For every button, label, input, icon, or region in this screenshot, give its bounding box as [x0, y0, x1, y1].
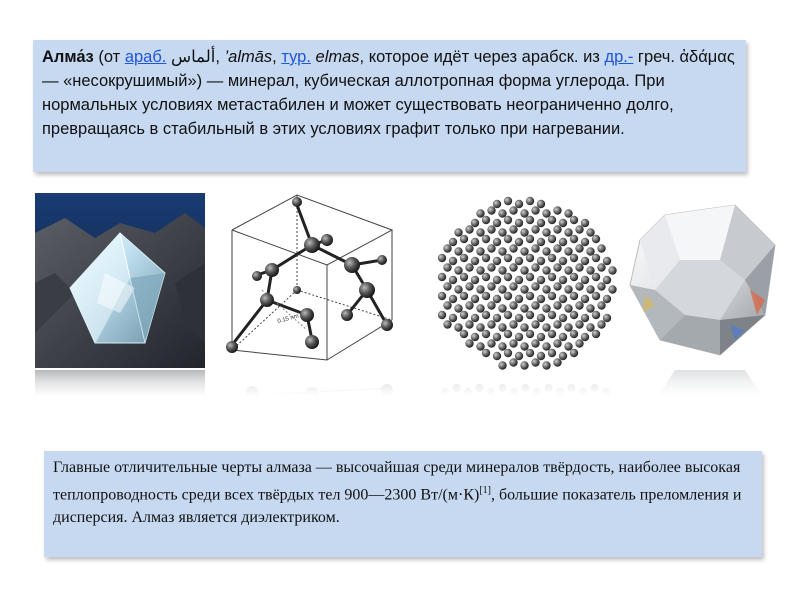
intro-text: греч. ἀδάμας — «несокрушимый») — минерал, кубическая аллотропная форма углерода. При нормальных условиях метастабилен и может существовать неограниченно долго, превращаясь в стабильный в этих условиях графит только при нагревании. — [42, 48, 735, 138]
lattice-atom — [553, 301, 561, 309]
lattice-atom — [493, 295, 501, 303]
lattice-atom — [482, 235, 490, 243]
lattice-atom — [471, 276, 479, 284]
lattice-atom — [443, 301, 451, 309]
lattice-atom — [482, 216, 490, 224]
lattice-atom — [542, 228, 550, 236]
intro-text: (от — [93, 48, 125, 66]
lattice-atom — [526, 197, 534, 205]
lattice-atom — [531, 358, 539, 366]
lattice-atom — [471, 219, 479, 227]
lattice-atom — [460, 330, 468, 338]
crystal-structure-image — [222, 190, 412, 370]
lattice-atom — [454, 323, 462, 331]
lattice-atom — [608, 285, 616, 293]
lattice-atom-reflection — [522, 384, 530, 392]
lattice-atom-reflection — [453, 384, 461, 392]
lattice-atom — [575, 225, 583, 233]
lattice-atom — [531, 282, 539, 290]
lattice-atom — [482, 254, 490, 262]
lattice-atom — [603, 295, 611, 303]
lattice-atom — [548, 349, 556, 357]
lattice-atom — [509, 225, 517, 233]
lattice-atom — [515, 200, 523, 208]
lattice-atom — [504, 216, 512, 224]
lattice-atom — [449, 257, 457, 265]
lattice-atom — [465, 339, 473, 347]
lattice-atom — [509, 320, 517, 328]
lattice-atom — [449, 314, 457, 322]
lattice-atom-reflection — [556, 388, 564, 396]
lattice-atom — [581, 295, 589, 303]
lattice-atom — [498, 342, 506, 350]
lattice-atom — [548, 235, 556, 243]
lattice-atom — [504, 311, 512, 319]
lattice-atom — [564, 209, 572, 217]
lattice-atom — [460, 273, 468, 281]
lattice-atom — [465, 320, 473, 328]
lattice-atom — [548, 273, 556, 281]
lattice-atom — [542, 209, 550, 217]
lattice-atom — [504, 292, 512, 300]
lattice-atom — [581, 257, 589, 265]
lattice-atom — [531, 206, 539, 214]
lattice-atom — [586, 266, 594, 274]
lattice-atom — [592, 330, 600, 338]
lattice-atom — [476, 209, 484, 217]
lattice-atom — [542, 323, 550, 331]
lattice-atom — [449, 276, 457, 284]
carbon-lattice-reflection — [430, 372, 620, 400]
lattice-atom-reflection — [510, 388, 518, 396]
lattice-atom — [520, 228, 528, 236]
lattice-atom — [493, 238, 501, 246]
lattice-atom — [443, 244, 451, 252]
rough-diamond-reflection — [35, 370, 205, 400]
intro-text: , — [272, 48, 282, 66]
lattice-atom — [575, 282, 583, 290]
translit: ’almās — [224, 48, 273, 66]
lattice-atom — [570, 330, 578, 338]
lattice-atom — [592, 311, 600, 319]
lattice-atom — [509, 282, 517, 290]
lattice-atom — [471, 257, 479, 265]
lattice-atom — [493, 276, 501, 284]
lattice-atom — [531, 320, 539, 328]
lattice-atom — [597, 320, 605, 328]
lattice-atom — [564, 323, 572, 331]
lattice-atom — [608, 266, 616, 274]
lattice-atom — [454, 247, 462, 255]
lattice-atom — [515, 219, 523, 227]
lattice-atom — [559, 295, 567, 303]
lattice-atom — [564, 228, 572, 236]
lattice-atom — [504, 235, 512, 243]
lattice-atom — [537, 276, 545, 284]
lattice-atom — [515, 295, 523, 303]
lattice-atom-reflection — [591, 384, 599, 392]
lattice-atom — [487, 225, 495, 233]
lattice-atom — [537, 333, 545, 341]
lattice-atom — [570, 254, 578, 262]
lattice-atom — [482, 311, 490, 319]
intro-text: , которое идёт через арабск. из — [359, 48, 605, 66]
lattice-atom — [476, 323, 484, 331]
lattice-atom — [537, 352, 545, 360]
lattice-atom-reflection — [441, 388, 449, 396]
lattice-atom — [559, 276, 567, 284]
lattice-atom — [537, 238, 545, 246]
lattice-atom — [471, 238, 479, 246]
lattice-atom-reflection — [545, 384, 553, 392]
lattice-atom — [526, 311, 534, 319]
lattice-atom — [526, 330, 534, 338]
lattice-atom — [454, 304, 462, 312]
lattice-atom — [493, 333, 501, 341]
lattice-atom — [460, 311, 468, 319]
lattice-atom — [493, 314, 501, 322]
lattice-atom-reflection — [602, 388, 610, 396]
lattice-atom — [487, 206, 495, 214]
lattice-atom — [476, 342, 484, 350]
lattice-atom — [603, 314, 611, 322]
lattice-atom — [553, 358, 561, 366]
lattice-atom — [575, 320, 583, 328]
lattice-atom — [460, 235, 468, 243]
lattice-atom — [553, 206, 561, 214]
lattice-atom — [542, 361, 550, 369]
lattice-atom — [465, 301, 473, 309]
tur-word: elmas — [315, 48, 360, 66]
lattice-atom — [553, 339, 561, 347]
cut-diamond-image — [625, 190, 780, 365]
lattice-atom — [531, 263, 539, 271]
lattice-atom — [548, 216, 556, 224]
lattice-atom — [443, 320, 451, 328]
lattice-atom — [597, 282, 605, 290]
lattice-atom — [465, 282, 473, 290]
summary-text-box — [44, 451, 762, 557]
lattice-atom — [581, 314, 589, 322]
lattice-atom — [553, 282, 561, 290]
lattice-atom — [553, 263, 561, 271]
lattice-atom — [487, 320, 495, 328]
lattice-atom — [548, 254, 556, 262]
lattice-atom — [471, 295, 479, 303]
lattice-atom-reflection — [579, 388, 587, 396]
lattice-atom — [597, 263, 605, 271]
summary-text: Главные отличительные черты алмаза — высочайшая среди минералов твёрдость, наиболее высокая теплопроводность среди всех твёрдых тел 900—2300 Вт/(м·К) — [53, 459, 741, 504]
lattice-atom — [531, 301, 539, 309]
lattice-atom-reflection — [568, 384, 576, 392]
lattice-atom — [476, 304, 484, 312]
lattice-atom — [454, 228, 462, 236]
lattice-atom — [586, 285, 594, 293]
carbon-lattice-image — [430, 195, 620, 370]
lattice-atom — [526, 235, 534, 243]
lattice-atom — [482, 292, 490, 300]
lattice-atom — [520, 247, 528, 255]
lattice-atom — [487, 244, 495, 252]
lattice-atom — [570, 292, 578, 300]
lattice-atom — [548, 311, 556, 319]
lattice-atom — [509, 206, 517, 214]
lattice-atom — [548, 292, 556, 300]
lattice-atom — [454, 266, 462, 274]
intro-text: , — [215, 48, 225, 66]
lattice-atom — [476, 285, 484, 293]
lattice-atom — [471, 333, 479, 341]
lattice-atom — [559, 352, 567, 360]
lattice-atom — [559, 314, 567, 322]
term: Алма́з — [42, 48, 94, 66]
bond-length-label: 0.15 nm — [276, 313, 300, 325]
lattice-atom — [487, 263, 495, 271]
lattice-atom — [498, 323, 506, 331]
lattice-atom — [537, 257, 545, 265]
lattice-atom — [537, 219, 545, 227]
lattice-atom — [509, 244, 517, 252]
link-tur[interactable]: тур. — [281, 48, 311, 66]
lattice-atom — [515, 352, 523, 360]
lattice-atom — [575, 339, 583, 347]
lattice-atom — [460, 254, 468, 262]
lattice-atom — [537, 295, 545, 303]
lattice-atom — [586, 247, 594, 255]
lattice-atom — [515, 333, 523, 341]
lattice-atom — [449, 295, 457, 303]
link-greek[interactable]: др.- — [604, 48, 634, 66]
lattice-atom — [553, 320, 561, 328]
lattice-atom — [493, 352, 501, 360]
lattice-atom — [575, 301, 583, 309]
lattice-atom — [597, 301, 605, 309]
lattice-atom-reflection — [464, 388, 472, 396]
lattice-atom — [520, 342, 528, 350]
lattice-atom — [520, 285, 528, 293]
lattice-atom — [438, 254, 446, 262]
lattice-atom — [504, 273, 512, 281]
lattice-atom — [509, 301, 517, 309]
lattice-atom — [460, 292, 468, 300]
lattice-atom — [498, 266, 506, 274]
lattice-atom — [520, 323, 528, 331]
lattice-atom — [537, 314, 545, 322]
lattice-atom — [471, 314, 479, 322]
lattice-atom-reflection — [533, 388, 541, 396]
lattice-atom — [559, 219, 567, 227]
rough-diamond-image — [35, 193, 205, 368]
lattice-atom — [531, 339, 539, 347]
lattice-atom — [449, 238, 457, 246]
lattice-atom — [564, 247, 572, 255]
lattice-atom — [597, 244, 605, 252]
lattice-atom — [526, 216, 534, 224]
lattice-atom — [586, 304, 594, 312]
lattice-atom — [476, 247, 484, 255]
lattice-atom — [559, 257, 567, 265]
lattice-atom — [515, 238, 523, 246]
lattice-atom — [564, 304, 572, 312]
lattice-atom — [526, 349, 534, 357]
lattice-atom — [564, 342, 572, 350]
lattice-atom — [465, 244, 473, 252]
lattice-atom — [482, 330, 490, 338]
lattice-atom — [498, 361, 506, 369]
lattice-atom — [542, 285, 550, 293]
cut-diamond-reflection — [625, 370, 780, 400]
crystal-structure-reflection — [222, 372, 412, 400]
lattice-atom — [504, 197, 512, 205]
lattice-atom — [592, 235, 600, 243]
lattice-atom — [564, 285, 572, 293]
lattice-atom — [537, 200, 545, 208]
lattice-atom — [454, 285, 462, 293]
intro-text-box — [33, 40, 746, 172]
lattice-atom — [476, 228, 484, 236]
lattice-atom — [542, 342, 550, 350]
lattice-atom — [531, 225, 539, 233]
lattice-atom — [564, 266, 572, 274]
lattice-atom-reflection — [487, 388, 495, 396]
lattice-atom — [520, 304, 528, 312]
lattice-atom — [581, 219, 589, 227]
lattice-atom — [559, 333, 567, 341]
lattice-atom — [586, 323, 594, 331]
lattice-atom — [570, 273, 578, 281]
lattice-atom — [498, 285, 506, 293]
lattice-atom — [438, 292, 446, 300]
lattice-atom — [526, 254, 534, 262]
lattice-atom — [603, 276, 611, 284]
lattice-atom-reflection — [499, 384, 507, 392]
lattice-atom — [553, 225, 561, 233]
lattice-atom — [570, 216, 578, 224]
lattice-atom — [559, 238, 567, 246]
lattice-atom — [498, 247, 506, 255]
lattice-atom — [465, 263, 473, 271]
lattice-atom — [542, 266, 550, 274]
lattice-atom — [498, 209, 506, 217]
lattice-atom — [575, 244, 583, 252]
summary-text-end: , большие показатель преломления и дисперсия. Алмаз является диэлектриком. — [53, 486, 742, 527]
lattice-atom — [509, 263, 517, 271]
lattice-atom — [570, 311, 578, 319]
lattice-atom — [443, 282, 451, 290]
lattice-atom — [570, 235, 578, 243]
lattice-atom — [542, 304, 550, 312]
lattice-atom — [592, 254, 600, 262]
lattice-atom — [570, 349, 578, 357]
lattice-atom — [520, 209, 528, 217]
lattice-atom — [482, 349, 490, 357]
lattice-atom — [526, 273, 534, 281]
lattice-atom — [520, 361, 528, 369]
lattice-atom — [509, 358, 517, 366]
lattice-atom — [493, 257, 501, 265]
lattice-atom — [487, 282, 495, 290]
lattice-atom — [515, 314, 523, 322]
lattice-atom — [504, 349, 512, 357]
lattice-atom — [515, 257, 523, 265]
lattice-atom — [586, 228, 594, 236]
lattice-atom — [493, 200, 501, 208]
lattice-atom — [443, 263, 451, 271]
lattice-atom — [531, 244, 539, 252]
lattice-atom — [542, 247, 550, 255]
lattice-atom — [515, 276, 523, 284]
lattice-atom — [581, 333, 589, 341]
lattice-atom — [526, 292, 534, 300]
lattice-atom — [504, 330, 512, 338]
lattice-atom — [581, 276, 589, 284]
lattice-atom — [592, 292, 600, 300]
lattice-atom — [575, 263, 583, 271]
arab-word: ألماس — [166, 48, 216, 66]
lattice-atom — [548, 330, 556, 338]
lattice-atom — [592, 273, 600, 281]
link-arab[interactable]: араб. — [124, 48, 167, 66]
lattice-atom — [509, 339, 517, 347]
lattice-atom — [603, 257, 611, 265]
lattice-atom — [498, 304, 506, 312]
lattice-atom — [438, 273, 446, 281]
lattice-atom — [476, 266, 484, 274]
lattice-atom — [553, 244, 561, 252]
lattice-atom — [520, 266, 528, 274]
lattice-atom — [581, 238, 589, 246]
lattice-atom — [482, 273, 490, 281]
lattice-atom — [493, 219, 501, 227]
lattice-atom — [498, 228, 506, 236]
lattice-atom — [465, 225, 473, 233]
lattice-atom — [487, 339, 495, 347]
lattice-atom — [487, 301, 495, 309]
lattice-atom-reflection — [476, 384, 484, 392]
lattice-atom — [504, 254, 512, 262]
reference-link[interactable]: [1] — [479, 485, 491, 496]
lattice-atom — [438, 311, 446, 319]
